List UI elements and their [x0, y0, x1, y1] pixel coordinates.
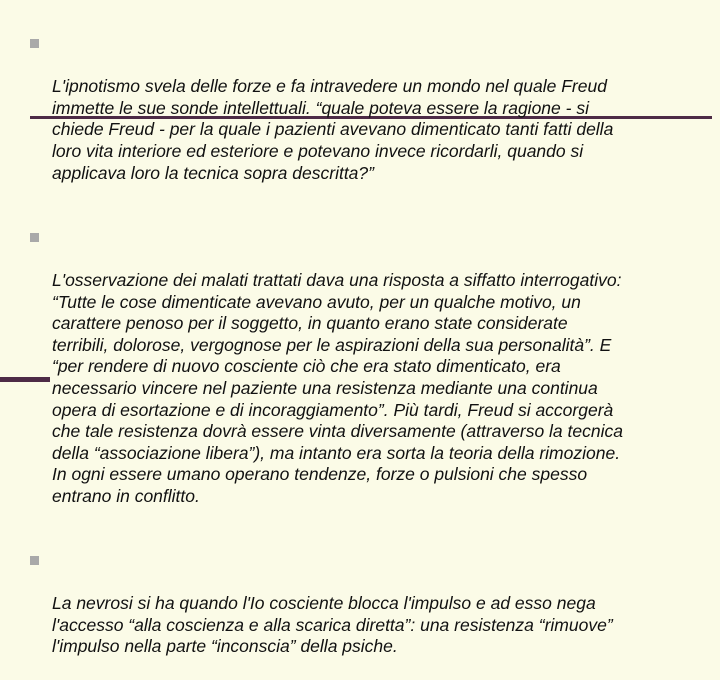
bullet-item-3 — [30, 550, 712, 680]
bullet-text-3: La nevrosi si ha quando l'Io cosciente blocca l'impulso e ad esso nega l'accesso “alla coscienza e alla scarica diretta”: una resistenza “rimuove” l'impulso nella parte “inconscia” della psiche. — [52, 593, 613, 657]
bullet-text-2: L'osservazione dei malati trattati dava una risposta a siffatto interrogativo: “Tutte le cose dimenticate avevano avuto, per un qualche motivo, un carattere penoso per il soggetto, in quanto erano state considerate terribili, dolorose, vergognose per le aspirazioni della sua personalità”. E “per rendere di nuovo cosciente ciò che era stato dimenticato, era necessario vincere nel paziente una resistenza mediante una continua opera di esortazione e di incoraggiamento”. Più tardi, Freud si accorgerà che tale resistenza dovrà essere vinta diversamente (attraverso la tecnica della “associazione libera”), ma intanto era sorta la teoria della rimozione. In ogni essere umano operano tendenze, forze o pulsioni che spesso entrano in conflitto. — [52, 269, 623, 506]
square-bullet-icon — [30, 233, 39, 242]
bullet-text-1: L'ipnotismo svela delle forze e fa intravedere un mondo nel quale Freud immette le sue sonde intellettuali. “quale poteva essere la ragione - si chiede Freud - per la quale i pazienti avevano dimenticato tanti fatti della loro vita interiore ed esteriore e potevano invece ricordarli, quando si applicava loro la tecnica sopra descritta?” — [52, 76, 614, 183]
bullet-item-1 — [30, 33, 712, 206]
bullet-item-2 — [30, 227, 712, 529]
square-bullet-icon — [30, 556, 39, 565]
bullet-list — [30, 33, 712, 680]
square-bullet-icon — [30, 39, 39, 48]
